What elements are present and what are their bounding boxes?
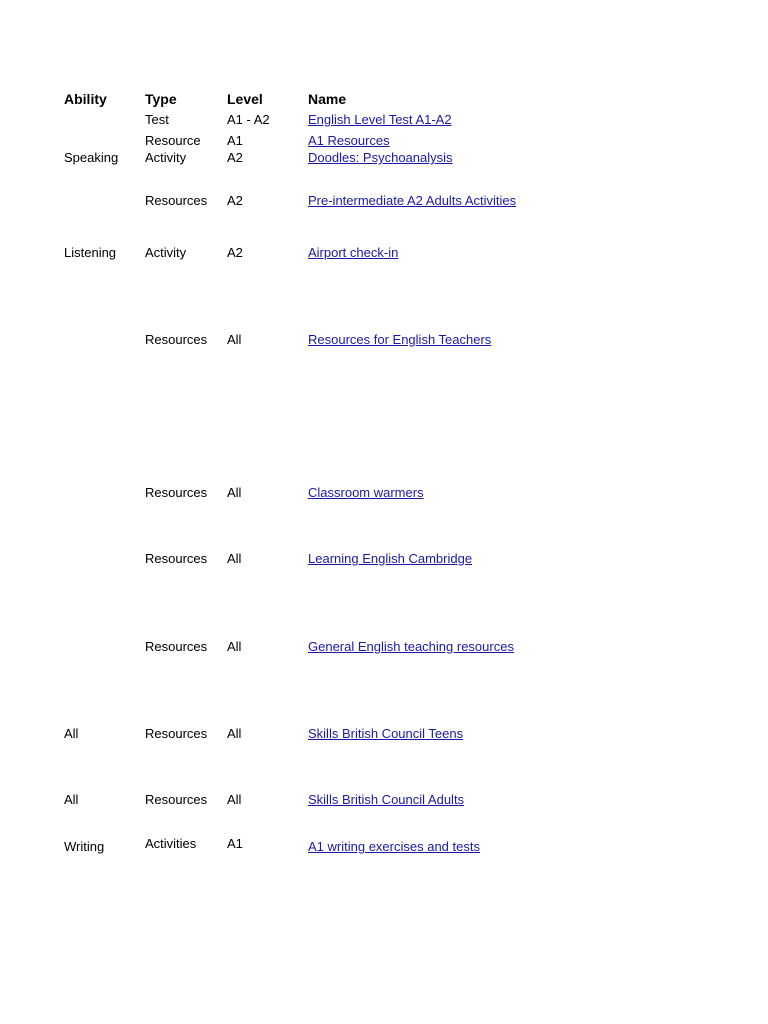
row-ability: All — [64, 792, 79, 807]
resource-link[interactable]: English Level Test A1-A2 — [308, 112, 452, 127]
row-type: Resource — [145, 133, 201, 148]
row-level: All — [227, 726, 242, 741]
row-type: Activities — [145, 836, 197, 851]
row-level: A1 — [227, 133, 243, 148]
row-type: Resources — [145, 639, 208, 654]
row-type: Activity — [145, 150, 187, 165]
resource-link[interactable]: Resources for English Teachers — [308, 332, 492, 347]
row-level: All — [227, 551, 242, 566]
row-type: Resources — [145, 193, 208, 208]
row-ability: All — [64, 726, 79, 741]
row-ability: Speaking — [64, 150, 119, 165]
row-level: A2 — [227, 245, 243, 260]
resource-link[interactable]: Pre-intermediate A2 Adults Activities — [308, 193, 517, 208]
row-type: Activity — [145, 245, 187, 260]
row-type: Resources — [145, 485, 208, 500]
header-name: Name — [308, 91, 347, 107]
resource-link[interactable]: Skills British Council Teens — [308, 726, 464, 741]
resource-link[interactable]: Learning English Cambridge — [308, 551, 473, 566]
header-ability: Ability — [64, 91, 107, 107]
row-level: All — [227, 332, 242, 347]
header-type: Type — [145, 91, 177, 107]
resource-link[interactable]: General English teaching resources — [308, 639, 514, 654]
row-level: A2 — [227, 193, 243, 208]
row-ability: Listening — [64, 245, 117, 260]
row-type: Test — [145, 112, 169, 127]
row-level: A1 - A2 — [227, 112, 270, 127]
row-type: Resources — [145, 551, 208, 566]
header-level: Level — [227, 91, 263, 107]
row-type: Resources — [145, 332, 208, 347]
resource-link[interactable]: Doodles: Psychoanalysis — [308, 150, 453, 165]
resource-link[interactable]: A1 writing exercises and tests — [308, 839, 480, 854]
resource-link[interactable]: A1 Resources — [308, 133, 390, 148]
row-level: All — [227, 639, 242, 654]
resource-link[interactable]: Skills British Council Adults — [308, 792, 465, 807]
resource-link[interactable]: Airport check-in — [308, 245, 399, 260]
row-level: A1 — [227, 836, 243, 851]
row-type: Resources — [145, 792, 208, 807]
row-ability: Writing — [64, 839, 105, 854]
row-level: A2 — [227, 150, 243, 165]
row-type: Resources — [145, 726, 208, 741]
resource-link[interactable]: Classroom warmers — [308, 485, 424, 500]
row-level: All — [227, 792, 242, 807]
row-level: All — [227, 485, 242, 500]
